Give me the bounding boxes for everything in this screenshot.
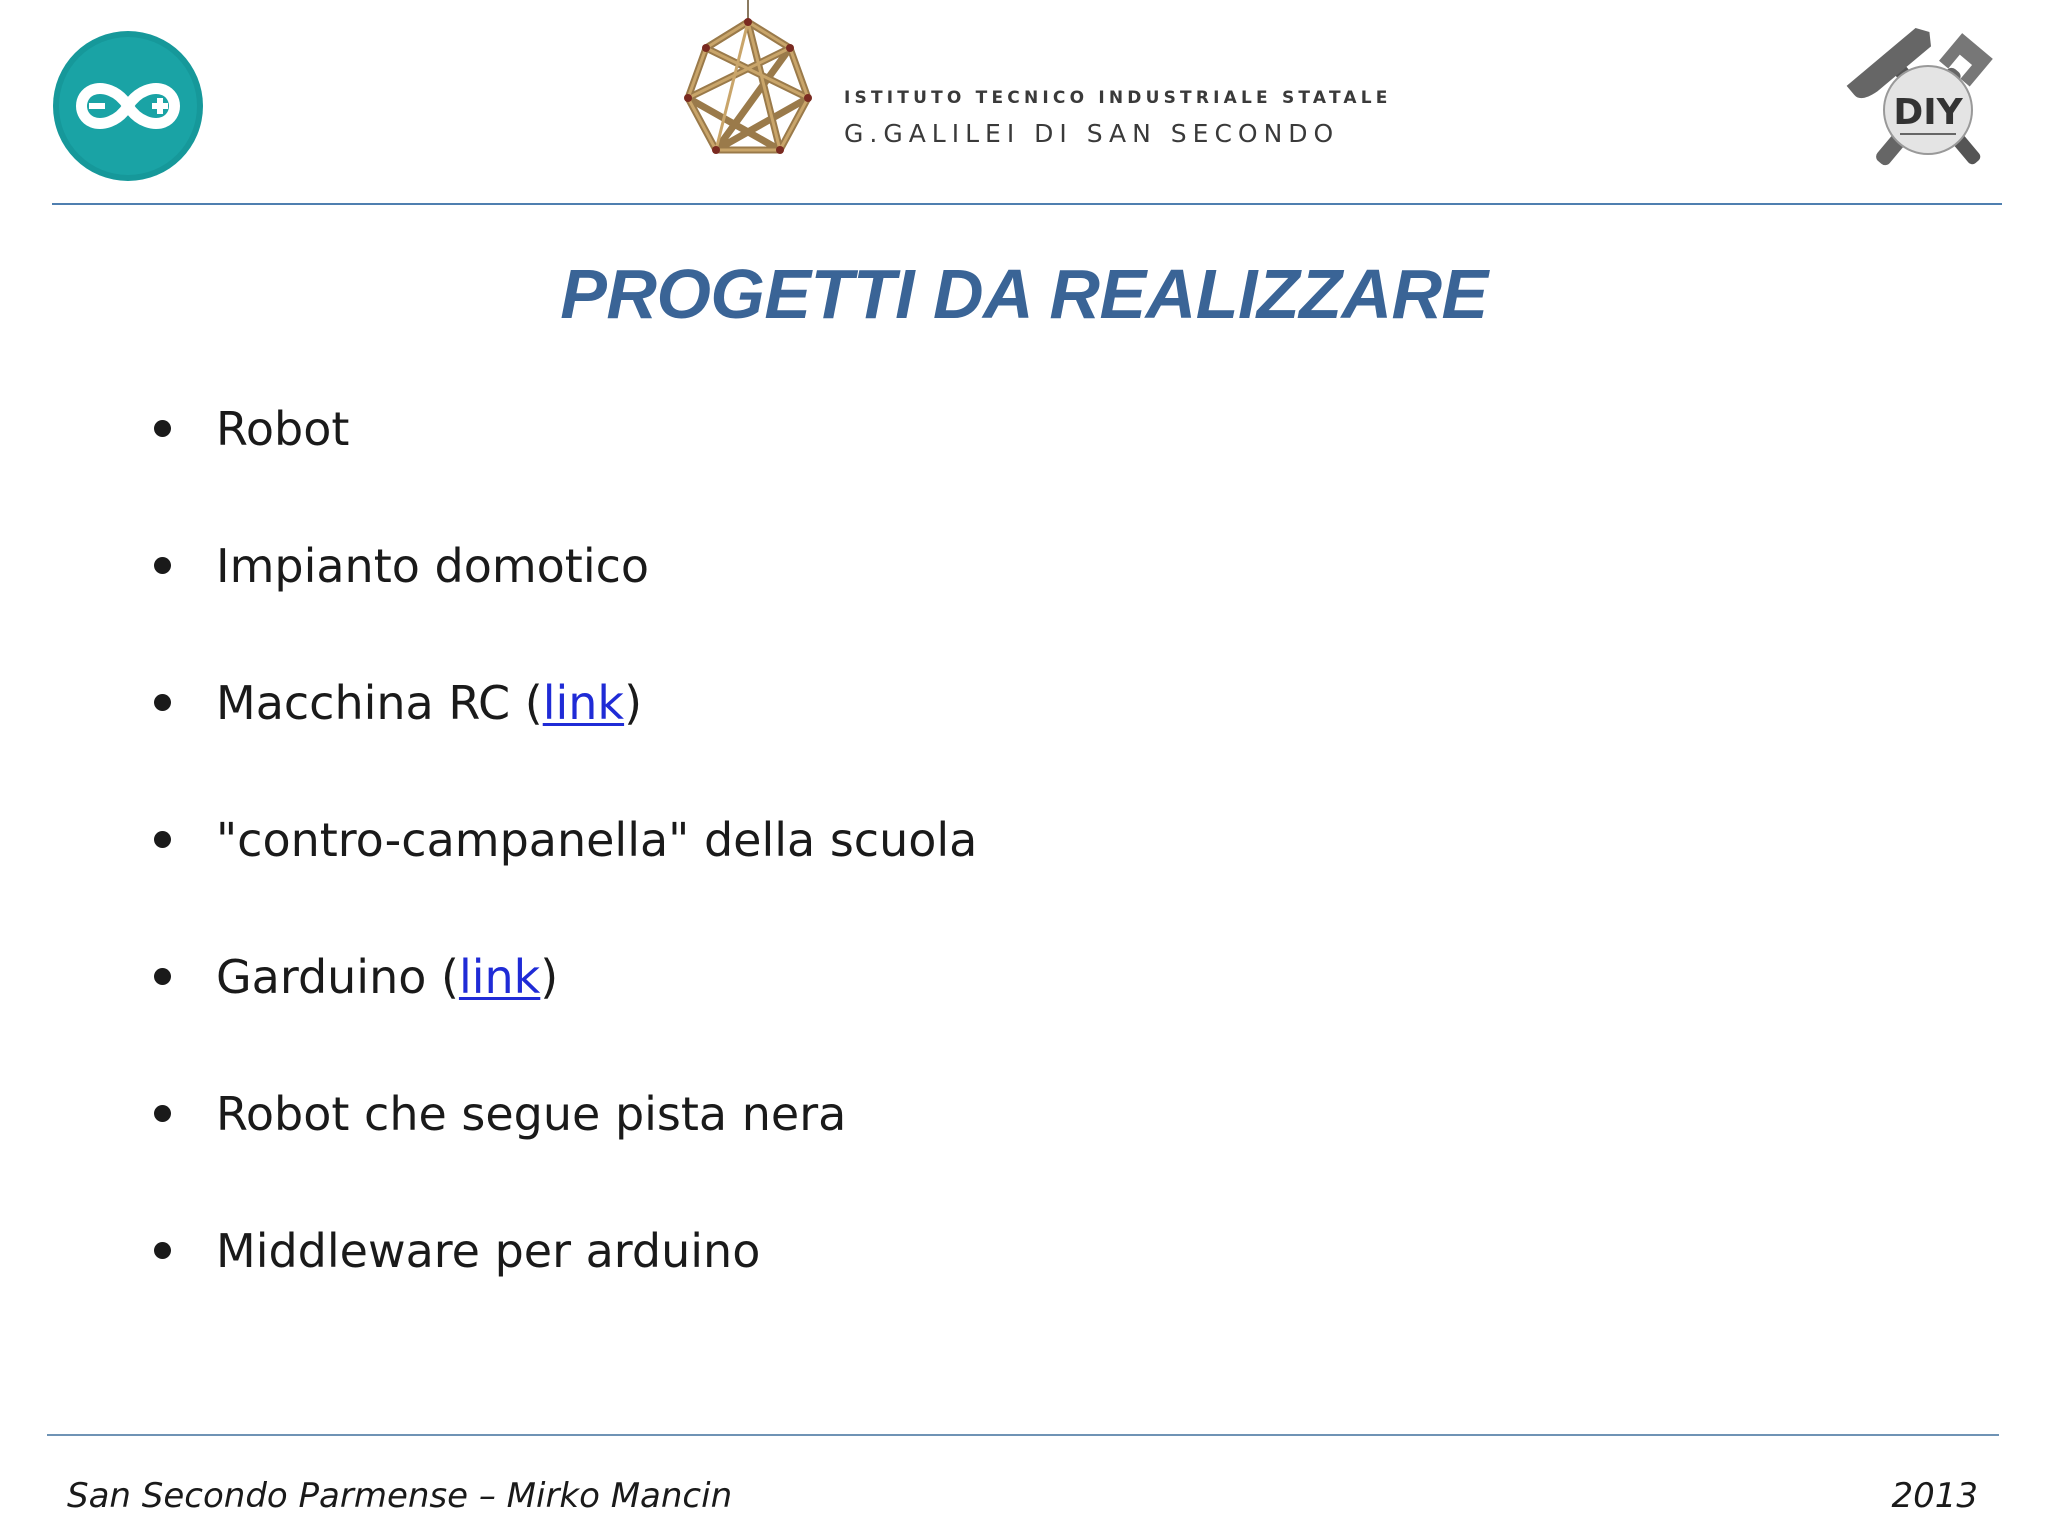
bullet-icon bbox=[154, 831, 171, 848]
list-item-suffix: ) bbox=[540, 950, 559, 1004]
list-item-label: "contro-campanella" della scuola bbox=[216, 813, 978, 867]
diy-tools-logo-icon bbox=[1838, 20, 2018, 190]
school-name-line2: G.GALILEI DI SAN SECONDO bbox=[844, 119, 1340, 148]
school-name-line1: ISTITUTO TECNICO INDUSTRIALE STATALE bbox=[844, 88, 1392, 108]
project-link[interactable]: link bbox=[458, 950, 541, 1004]
bullet-icon bbox=[154, 420, 171, 437]
list-item-text bbox=[216, 535, 649, 597]
bullet-icon bbox=[154, 968, 171, 985]
bullet-icon bbox=[154, 1105, 171, 1122]
diy-logo-text: DIY bbox=[1893, 92, 1963, 133]
footer-divider bbox=[47, 1434, 1999, 1436]
list-item-suffix: ) bbox=[624, 676, 643, 730]
bullet-icon bbox=[154, 1242, 171, 1259]
arduino-logo-icon bbox=[52, 30, 204, 182]
school-crest-icon bbox=[672, 0, 824, 180]
list-item-label: Robot che segue pista nera bbox=[216, 1087, 847, 1141]
list-item-text bbox=[216, 1083, 846, 1145]
header-divider bbox=[52, 203, 2002, 205]
bullet-icon bbox=[154, 557, 171, 574]
list-item-text bbox=[216, 809, 977, 871]
footer-year: 2013 bbox=[1891, 1476, 1978, 1516]
slide-title: PROGETTI DA REALIZZARE bbox=[560, 255, 1488, 333]
footer-author: San Secondo Parmense – Mirko Mancin bbox=[67, 1476, 733, 1516]
list-item-text bbox=[216, 1220, 760, 1282]
list-item-text bbox=[216, 398, 349, 460]
list-item-label: Middleware per arduino bbox=[216, 1224, 761, 1278]
list-item-label: Impianto domotico bbox=[216, 539, 650, 593]
list-item-label: Robot bbox=[216, 402, 350, 456]
list-item-label: Macchina RC ( bbox=[216, 676, 543, 730]
list-item-text bbox=[216, 946, 558, 1008]
list-item-text bbox=[216, 672, 642, 734]
list-item-label: Garduino ( bbox=[216, 950, 459, 1004]
bullet-icon bbox=[154, 694, 171, 711]
project-link[interactable]: link bbox=[542, 676, 625, 730]
